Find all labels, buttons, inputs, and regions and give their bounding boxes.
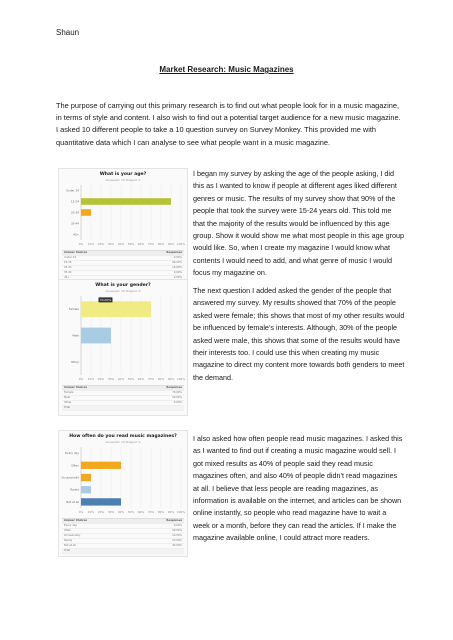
category-label: 45+ — [73, 232, 79, 237]
document-title: Market Research: Music Magazines — [159, 65, 294, 74]
table-cell: Under 14 — [64, 256, 76, 259]
x-tick-label: 70% — [147, 510, 155, 514]
bar — [81, 198, 171, 205]
x-tick-label: 80% — [157, 242, 165, 246]
age-paragraph: I began my survey by asking the age of the people asking, I did this as I wanted to know if people at different ages liked different genres or music. The results of my survey show that 90% of the people that took the survey were 15-24 years old. This told me that the majority of the results would be influenced by this age group. Show it would show me what most people in this age group would like. So, when I create my magazine I would know what contents I would need to add, and what genre of music I would focus my magazine on. — [193, 169, 404, 278]
author-name: Shaun — [56, 28, 80, 37]
table-cell: Responses — [166, 519, 182, 522]
category-label: Rarely — [70, 487, 79, 492]
x-tick-label: 40% — [117, 242, 125, 246]
table-cell: 40.00% — [172, 544, 182, 547]
bar — [81, 462, 121, 469]
frequency-results-table — [62, 518, 184, 554]
table-cell: 0.00% — [173, 524, 182, 527]
x-tick-label: 50% — [127, 242, 135, 246]
table-cell: Responses — [166, 386, 182, 389]
table-cell: Female — [64, 391, 74, 394]
category-label: Male — [72, 333, 79, 338]
category-label: Not at all — [66, 499, 79, 504]
x-tick-label: 60% — [137, 242, 145, 246]
table-cell: Total — [64, 549, 71, 552]
table-cell: 0.00% — [173, 256, 182, 259]
x-tick-label: 50% — [127, 377, 135, 381]
chart-title: What is your age? — [99, 172, 147, 177]
x-tick-label: 20% — [97, 377, 105, 381]
table-cell: 25-34 — [64, 266, 72, 269]
chart-title: How often do you read music magazines? — [69, 434, 177, 439]
gender-paragraph: The next question I added asked the gender of the people that answered my survey. My results showed that 70% of the people asked were female; this shows that most of my other results would be influenced by female’s interests. Although, 30% of the people asked were male, this shows that some of the results would have their interests too. I could use this when creating my music magazine to direct my content more towards both genders to meet the demand. — [193, 286, 405, 382]
frequency-chart-plot — [59, 444, 187, 516]
table-cell: Often — [64, 529, 72, 532]
x-tick-label: 60% — [137, 510, 145, 514]
table-cell: 35-44 — [64, 271, 72, 274]
table-cell: 45+ — [64, 276, 70, 279]
table-cell: 40.00% — [172, 529, 182, 532]
chart-subtitle: Answered: 10 Skipped: 0 — [105, 289, 141, 293]
x-tick-label: 80% — [157, 510, 165, 514]
table-cell: Rarely — [64, 539, 73, 542]
table-total-row — [62, 549, 184, 554]
age-chart-plot — [59, 182, 187, 248]
table-cell: Responses — [166, 251, 182, 254]
x-tick-label: 100% — [177, 242, 185, 246]
x-tick-label: 70% — [147, 242, 155, 246]
x-tick-label: 90% — [167, 510, 175, 514]
table-cell: 90.00% — [172, 261, 182, 264]
tooltip-label: 70.00% — [99, 297, 112, 302]
table-cell: 0.00% — [173, 276, 182, 279]
table-cell: Total — [64, 406, 71, 409]
gender-chart — [58, 279, 188, 416]
x-tick-label: 70% — [147, 377, 155, 381]
intro-paragraph: The purpose of carrying out this primary research is to find out what people look for in a music magazine, in terms of style and content. I also wish to find out a potential target audience for a new music magazine. I asked 10 different people to take a 10 question survey on Survey Monkey. This provided me with quantitative data which I can analyse to see what people want in a music magazine. — [56, 101, 401, 147]
x-tick-label: 100% — [177, 377, 185, 381]
table-cell: 70.00% — [172, 391, 182, 394]
x-tick-label: 60% — [137, 377, 145, 381]
table-cell: 0.00% — [173, 401, 182, 404]
x-tick-label: 90% — [167, 242, 175, 246]
frequency-paragraph: I also asked how often people read music magazines. I asked this as I wanted to find out if creating a music magazine would sell. I got mixed results as 40% of people said they read music magazines often, and also 40% of people didn’t read magazines at all. I believe that less people are reading magazines, as information is available on the internet, and articles can be shown online instantly, so people who read magazine have to wait a week or a month, before they can read the articles. If I make the magazine available online, I could attract more readers. — [193, 434, 403, 543]
chart-title: What is your gender? — [95, 283, 151, 288]
bar — [81, 209, 91, 216]
table-cell: 15-24 — [64, 261, 72, 264]
x-tick-label: 0% — [78, 242, 84, 246]
table-cell: Every day — [64, 524, 77, 527]
table-cell: Answer Choices — [64, 519, 87, 522]
tooltip — [99, 297, 113, 302]
x-tick-label: 30% — [107, 242, 115, 246]
table-cell: Other — [64, 401, 72, 404]
age-chart — [58, 168, 188, 281]
category-label: Occasionally — [61, 475, 79, 480]
bar — [81, 328, 111, 344]
chart-subtitle: Answered: 10 Skipped: 0 — [105, 440, 141, 444]
table-cell: 10.00% — [172, 534, 182, 537]
x-tick-label: 100% — [177, 510, 185, 514]
bar — [81, 486, 91, 493]
category-label: Often — [71, 463, 79, 468]
category-label: Every day — [65, 451, 79, 456]
x-tick-label: 10% — [87, 377, 95, 381]
category-label: 35-44 — [70, 221, 79, 226]
table-cell: 10.00% — [172, 539, 182, 542]
gender-chart-plot — [59, 293, 187, 383]
table-cell: 0.00% — [173, 271, 182, 274]
table-cell: 30.00% — [172, 396, 182, 399]
x-tick-label: 10% — [87, 242, 95, 246]
table-cell: Not at all — [64, 544, 76, 547]
table-cell: Occasionally — [64, 534, 81, 537]
category-label: 25-34 — [70, 210, 79, 215]
category-label: Under 14 — [66, 188, 79, 193]
chart-subtitle: Answered: 10 Skipped: 0 — [105, 178, 141, 182]
x-tick-label: 10% — [87, 510, 95, 514]
x-tick-label: 30% — [107, 510, 115, 514]
x-tick-label: 20% — [97, 510, 105, 514]
x-tick-label: 0% — [78, 510, 84, 514]
table-cell: Answer Choices — [64, 251, 87, 254]
x-tick-label: 90% — [167, 377, 175, 381]
table-cell: 10.00% — [172, 266, 182, 269]
table-total-row — [62, 406, 184, 411]
category-label: Other — [71, 359, 79, 364]
x-tick-label: 40% — [117, 377, 125, 381]
table-cell: Male — [64, 396, 71, 399]
gender-results-table — [62, 385, 184, 411]
x-tick-label: 40% — [117, 510, 125, 514]
category-label: 15-24 — [70, 199, 79, 204]
x-tick-label: 30% — [107, 377, 115, 381]
x-tick-label: 0% — [78, 377, 84, 381]
bar — [81, 498, 121, 505]
table-cell: Answer Choices — [64, 386, 87, 389]
x-tick-label: 20% — [97, 242, 105, 246]
bar — [81, 474, 91, 481]
x-tick-label: 50% — [127, 510, 135, 514]
bar — [81, 301, 151, 317]
frequency-chart — [58, 430, 188, 557]
x-tick-label: 80% — [157, 377, 165, 381]
category-label: Female — [68, 307, 79, 312]
